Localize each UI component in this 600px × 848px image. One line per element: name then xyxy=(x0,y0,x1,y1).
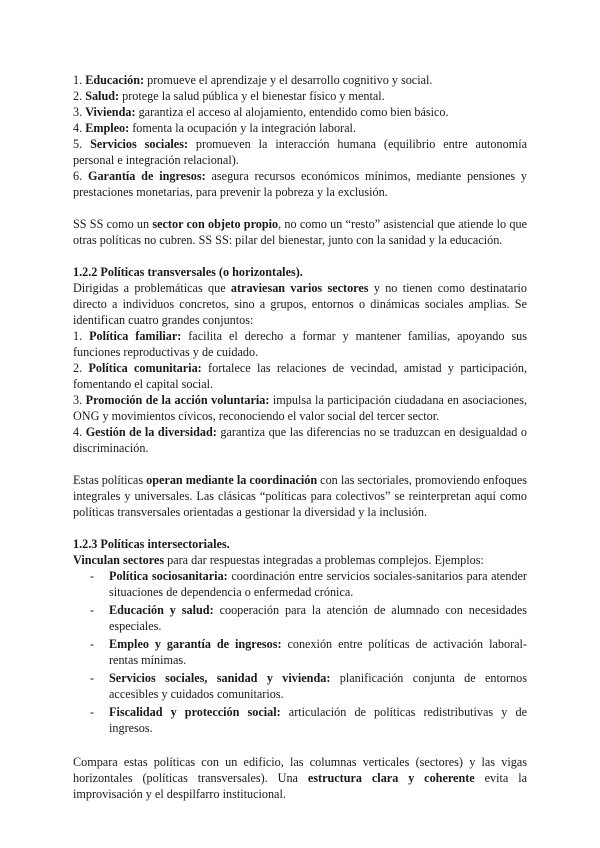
list-item: 4. Gestión de la diversidad: garantiza que las diferencias no se traduzcan en desigualdad o discriminación. xyxy=(73,425,528,455)
paragraph-coordinacion: Estas políticas operan mediante la coordinación con las sectoriales, promoviendo enfoques integrales y universales. Las clásicas “políticas para colectivos” se reinterpretan aquí como políticas transversales orientadas a gestionar la diversidad y la inclusión. xyxy=(73,473,527,519)
intersectoral-list xyxy=(73,568,527,736)
list-item: 3. Vivienda: garantiza el acceso al alojamiento, entendido como bien básico. xyxy=(73,105,449,119)
list-item: 2. Política comunitaria: fortalece las relaciones de vecindad, amistad y participación, fomentando el capital social. xyxy=(73,361,527,391)
heading-transversales: 1.2.2 Políticas transversales (o horizontales). xyxy=(73,265,303,279)
list-item: - Educación y salud: cooperación para la atención de alumnado con necesidades especiales. xyxy=(109,602,527,634)
list-item: 5. Servicios sociales: promueven la interacción humana (equilibrio entre autonomía personal e integración relacional). xyxy=(73,137,527,167)
list-item: 3. Promoción de la acción voluntaria: impulsa la participación ciudadana en asociaciones, ONG y movimientos cívicos, reconociendo el valor social del tercer sector. xyxy=(73,393,527,423)
list-item: 6. Garantía de ingresos: asegura recursos económicos mínimos, mediante pensiones y prestaciones monetarias, para prevenir la pobreza y la exclusión. xyxy=(73,169,528,199)
list-item: - Servicios sociales, sanidad y vivienda: planificación conjunta de entornos accesibles y cuidados comunitarios. xyxy=(109,670,527,702)
list-item: - Fiscalidad y protección social: articulación de políticas redistributivas y de ingresos. xyxy=(109,704,527,736)
sector-list xyxy=(73,72,527,200)
intro-intersectoriales: Vinculan sectores para dar respuestas integradas a problemas complejos. Ejemplos: xyxy=(73,553,484,567)
heading-intersectoriales: 1.2.3 Políticas intersectoriales. xyxy=(73,537,230,551)
list-item: 1. Política familiar: facilita el derecho a formar y mantener familias, apoyando sus funciones reproductivas y de cuidado. xyxy=(73,329,528,359)
list-item: 1. Educación: promueve el aprendizaje y el desarrollo cognitivo y social. xyxy=(73,73,433,87)
list-item: 4. Empleo: fomenta la ocupación y la integración laboral. xyxy=(73,121,356,135)
list-item: - Política sociosanitaria: coordinación entre servicios sociales-sanitarios para atender situaciones de dependencia o enfermedad crónica. xyxy=(109,568,527,600)
document-page xyxy=(73,72,527,802)
list-item: 2. Salud: protege la salud pública y el bienestar físico y mental. xyxy=(73,89,385,103)
list-item: - Empleo y garantía de ingresos: conexión entre políticas de activación laboral-rentas mínimas. xyxy=(109,636,527,668)
paragraph-ss: SS SS como un sector con objeto propio, no como un “resto” asistencial que atiende lo que otras políticas no cubren. SS SS: pilar del bienestar, junto con la sanidad y la educación. xyxy=(73,217,527,247)
intro-transversales: Dirigidas a problemáticas que atraviesan varios sectores y no tienen como destinatario directo a individuos concretos, sino a grupos, entornos o dinámicas sociales amplias. Se identifican cuatro grandes conjuntos: xyxy=(73,281,527,327)
paragraph-final: Compara estas políticas con un edificio, las columnas verticales (sectores) y las vigas horizontales (políticas transversales). Una estructura clara y coherente evita la improvisación y el despilfarro institucional. xyxy=(73,755,527,801)
